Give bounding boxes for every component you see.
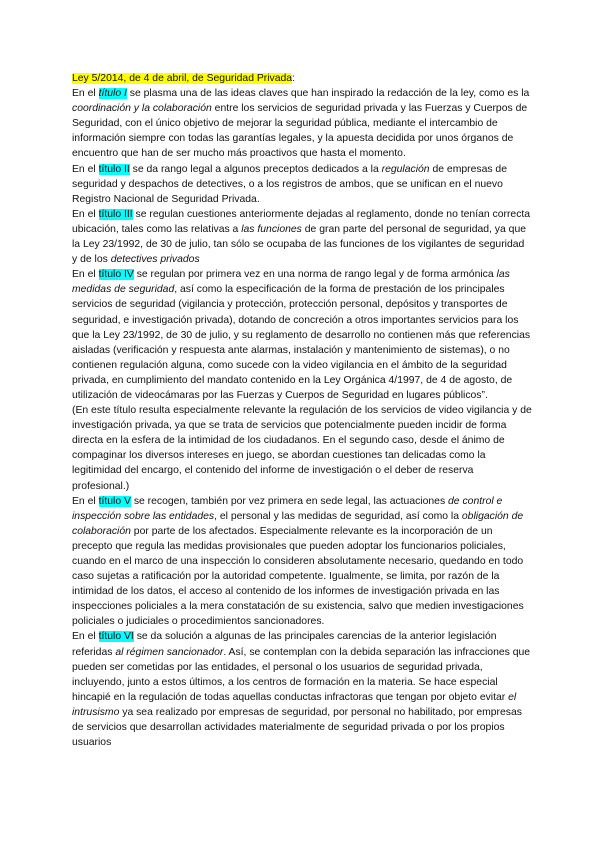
italic-text: regulación — [381, 163, 430, 175]
paragraph-text: , así como la especificación de la forma de prestación de los principales servicios de seguridad (vigilancia y protección, protección personal, depósitos y transportes de seguridad, e investigación privada), dotando de concreción a otros importantes servicios para los que la Ley 23/1992, de 30 de julio, y su reglamento de desarrollo no contienen más que referencias aisladas (verificación y respuesta ante alarmas, instalación y mantenimiento de sistemas), o no contienen regulación alguna, como sucede con la video vigilancia en el ámbito de la seguridad privada, en cumplimiento del mandato contenido en la Ley Orgánica 4/1997, de 4 de agosto, de utilización de videocámaras por las Fuerzas y Cuerpos de Seguridad en lugares públicos”. — [72, 284, 531, 401]
paragraph-text: (En este título resulta especialmente relevante la regulación de los servicios de video vigilancia y de investigación privada, ya que se trata de servicios que potencialmente pueden incidir de forma directa en la esfera de la intimidad de los ciudadanos. En el segundo caso, desde el ánimo de compaginar los diversos intereses en juego, se abordan cuestiones tan delicadas como la legitimidad del encargo, el contenido del informe de investigación o el deber de reserva profesional.) — [72, 405, 532, 492]
paragraph — [72, 629, 532, 750]
paragraph-text: se plasma una de las ideas claves que han inspirado la redacción de la ley, como es la — [126, 88, 530, 100]
paragraph-text: se da solución a algunas de las principales carencias de la anterior legislación referidas — [72, 631, 497, 658]
paragraph-text: de gran parte del personal de seguridad, ya que la Ley 23/1992, de 30 de julio, tan sólo se ocupaba de las funciones de los vigilantes de seguridad y de los — [72, 223, 527, 266]
paragraph — [72, 267, 532, 403]
italic-text: las medidas de seguridad — [72, 269, 510, 296]
paragraph-text: se regulan cuestiones anteriormente dejadas al reglamento, donde no tenían correcta ubicación, tales como las relativas a — [72, 208, 531, 235]
paragraph — [72, 403, 532, 494]
heading-colon: : — [292, 73, 295, 84]
paragraph-text: En el — [72, 88, 99, 100]
paragraph-list — [72, 86, 532, 750]
paragraph — [72, 494, 532, 630]
paragraph-text: ya sea realizado por empresas de seguridad, por personal no habilitado, por empresas de servicios que desarrollan actividades materialmente de seguridad privada o por los propios usuarios — [72, 706, 522, 749]
paragraph-text: En el — [72, 631, 99, 643]
paragraph-text: En el — [72, 163, 99, 175]
highlighted-title-reference: título V — [98, 495, 131, 507]
document-heading: Ley 5/2014, de 4 de abril, de Seguridad Privada — [72, 73, 293, 84]
paragraph-text: En el — [72, 208, 99, 220]
paragraph-text: se regulan por primera vez en una norma de rango legal y de forma armónica — [133, 269, 497, 281]
highlighted-title-reference: título II — [98, 163, 130, 175]
paragraph-text: de empresas de seguridad y despachos de detectives, o a los registros de ambos, que se unifican en el nuevo Registro Nacional de Seguridad Privada. — [72, 163, 507, 205]
highlighted-title-reference: título VI — [98, 631, 134, 643]
highlighted-title-reference: título III — [98, 208, 133, 220]
italic-text: el intrusismo — [72, 691, 517, 718]
paragraph-text: se da rango legal a algunos preceptos dedicados a la — [129, 163, 382, 175]
document-body — [72, 71, 532, 750]
highlighted-title-reference: título I — [98, 88, 127, 100]
italic-text: al régimen sancionador — [115, 646, 224, 658]
paragraph-text: . Así, se contemplan con la debida separación las infracciones que pueden ser cometidas por las entidades, el personal o los usuarios de seguridad privada, incluyendo, junto a estos últimos, a los centros de formación en la materia. Se hace especial hincapié en la regulación de todas aquellas conductas infractoras que tengan por objeto evitar — [72, 646, 531, 703]
paragraph — [72, 86, 532, 161]
paragraph-text: , el personal y las medidas de seguridad, así como la — [214, 510, 462, 522]
paragraph-text: por parte de los afectados. Especialmente relevante es la incorporación de un precepto que regula las medidas provisionales que pueden adoptar los funcionarios policiales, cuando en el marco de una inspección lo consideren absolutamente necesario, quedando en todo caso sujetas a ratificación por la autoridad competente. Igualmente, se limita, por razón de la intimidad de los datos, el acceso al contenido de los informes de investigación privada en las inspecciones policiales a la mera constatación de su existencia, salvo que medien investigaciones policiales o judiciales o procedimientos sancionadores. — [72, 525, 524, 628]
paragraph-text: En el — [72, 495, 99, 507]
paragraph-text: En el — [72, 269, 99, 281]
paragraph — [72, 207, 532, 267]
paragraph — [72, 162, 532, 207]
italic-text: detectives privados — [110, 254, 200, 266]
italic-text: de control e inspección sobre las entidades — [72, 495, 503, 522]
italic-text: obligación de colaboración — [72, 510, 524, 537]
italic-text: coordinación y la colaboración — [72, 103, 212, 115]
paragraph-text: se recogen, también por vez primera en sede legal, las actuaciones — [130, 495, 449, 507]
highlighted-title-reference: título IV — [98, 269, 134, 281]
paragraph-text: entre los servicios de seguridad privada y las Fuerzas y Cuerpos de Seguridad, con el único objetivo de mejorar la seguridad pública, mediante el intercambio de información siempre con todas las garantías legales, y la apuesta decidida por unos órganos de encuentro que han de ser mucho más proactivos que hasta el momento. — [72, 103, 528, 160]
italic-text: las funciones — [241, 223, 302, 235]
document-heading-line — [72, 71, 532, 86]
